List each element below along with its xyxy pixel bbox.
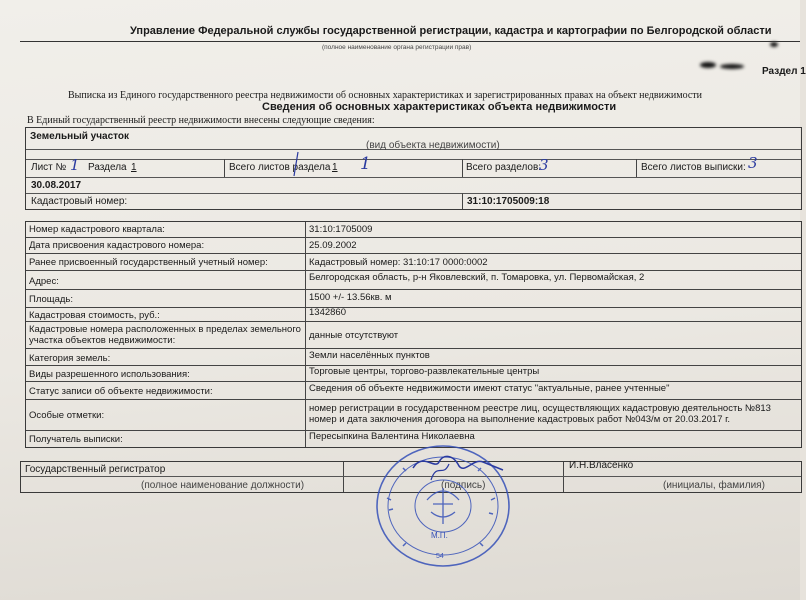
section-number: 1: [131, 162, 137, 173]
table-row: [26, 308, 801, 322]
registrar-role: Государственный регистратор: [25, 464, 166, 475]
row-label: Получатель выписки:: [29, 434, 123, 445]
table-row: [26, 349, 801, 366]
row-label: Ранее присвоенный государственный учетный номер:: [29, 257, 268, 268]
official-stamp: [373, 440, 513, 568]
table-row: [26, 271, 801, 290]
row-value: 31:10:1705009: [309, 224, 373, 235]
total-sheets-section-typed: 1: [332, 162, 338, 173]
total-sheets-section-handwritten: 1: [360, 154, 371, 174]
row-label: Номер кадастрового квартала:: [29, 224, 165, 235]
org-caption: (полное наименование органа регистрации прав): [322, 44, 472, 51]
registrar-name: И.Н.Власенко: [569, 460, 634, 471]
table-row: [26, 382, 801, 400]
ink-smudge: [770, 42, 778, 47]
row-value: Кадастровый номер: 31:10:17 0000:0002: [309, 257, 488, 268]
table-row: [26, 290, 801, 308]
sheet-label: Лист №: [31, 162, 67, 173]
section-prefix: Раздела: [88, 162, 127, 173]
subtitle: Сведения об основных характеристиках объекта недвижимости: [262, 101, 617, 113]
details-table: [25, 221, 802, 448]
name-caption: (инициалы, фамилия): [663, 480, 765, 491]
row-label: Кадастровая стоимость, руб.:: [29, 310, 160, 321]
row-label: Виды разрешенного использования:: [29, 369, 190, 380]
row-value: данные отсутствуют: [309, 330, 399, 341]
row-value: 25.09.2002: [309, 240, 357, 251]
row-label: Площадь:: [29, 294, 73, 305]
table-row: [26, 400, 801, 431]
extract-title: Выписка из Единого государственного реестра недвижимости об основных характеристиках и зарегистрированных правах на объект недвижимости: [68, 90, 703, 101]
row-value: Торговые центры, торгово-развлекательные центры: [309, 366, 540, 377]
intro-text: В Единый государственный реестр недвижимости внесены следующие сведения:: [27, 115, 375, 126]
row-label: Особые отметки:: [29, 410, 105, 421]
row-label: Адрес:: [29, 276, 59, 287]
table-row: [26, 222, 801, 238]
sheet-number: 1: [70, 156, 80, 174]
ink-smudge: [720, 64, 744, 69]
object-type-caption: (вид объекта недвижимости): [366, 140, 500, 151]
row-value: Сведения об объекте недвижимости имеют статус "актуальные, ранее учтенные": [309, 383, 670, 394]
row-value: Земли населённых пунктов: [309, 350, 430, 361]
org-name: Управление Федеральной службы государственной регистрации, кадастра и картографии по Белгородской области: [130, 25, 772, 37]
table-row: [26, 254, 801, 271]
total-sheets-extract-label: Всего листов выписки:: [641, 162, 746, 173]
table-row: [26, 238, 801, 254]
row-value: Пересыпкина Валентина Николаевна: [309, 431, 475, 442]
stamp-number: 54: [436, 553, 444, 560]
signature-caption: (подпись): [441, 480, 486, 491]
object-type: Земельный участок: [30, 131, 130, 142]
row-value: 1500 +/- 13.56кв. м: [309, 292, 392, 303]
total-sheets-extract-value: 3: [748, 154, 758, 172]
total-sheets-section-label: Всего листов раздела: [229, 162, 331, 173]
cadastral-label: Кадастровый номер:: [31, 196, 128, 207]
extract-date: 30.08.2017: [31, 180, 82, 191]
row-label: Статус записи об объекте недвижимости:: [29, 386, 213, 397]
cadastral-value: 31:10:1705009:18: [467, 196, 550, 207]
total-sections-value: 3: [539, 156, 549, 174]
object-block: [25, 127, 802, 210]
row-label: Категория земель:: [29, 353, 111, 364]
ink-smudge: [700, 62, 716, 68]
total-sections-label: Всего разделов:: [466, 162, 542, 173]
stamp-mark: М.П.: [431, 531, 448, 540]
section-label: Раздел 1: [762, 66, 806, 77]
org-underline: [20, 41, 800, 42]
role-caption: (полное наименование должности): [141, 480, 305, 491]
row-value: Белгородская область, р-н Яковлевский, п. Томаровка, ул. Первомайская, 2: [309, 272, 645, 283]
row-value: номер регистрации в государственном реестре лиц, осуществляющих кадастровую деятельность №813 номер и дата заключения договора на выполнение кадастровых работ №043/м от 20.03.2017 г.: [309, 403, 771, 425]
table-row: [26, 322, 801, 349]
table-row: [26, 366, 801, 382]
row-label: Кадастровые номера расположенных в пределах земельного участка объектов недвижимости:: [29, 324, 301, 346]
row-value: 1342860: [309, 307, 346, 318]
ink-mark: [290, 150, 320, 180]
row-label: Дата присвоения кадастрового номера:: [29, 240, 205, 251]
